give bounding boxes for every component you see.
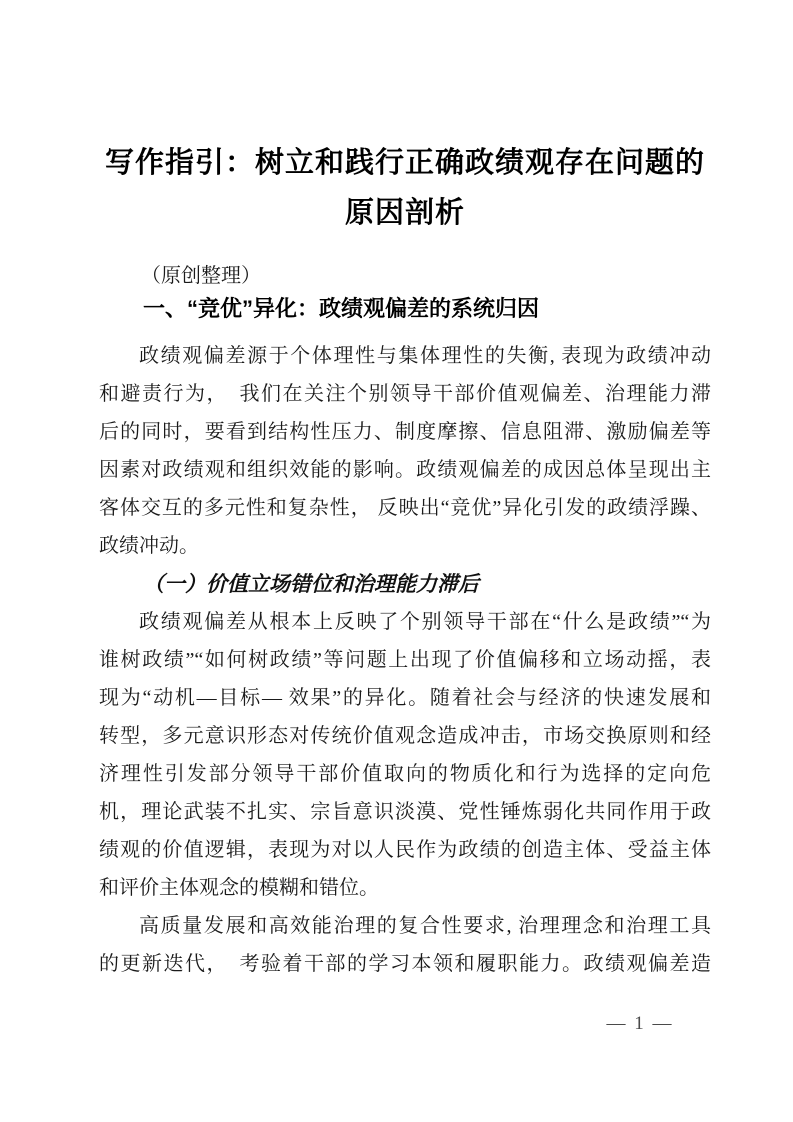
title-line-1: 写作指引：树立和践行正确政绩观存在问题的 bbox=[104, 147, 705, 179]
source-note: （原创整理） bbox=[141, 265, 261, 287]
body-line: 因素对政绩观和组织效能的影响。政绩观偏差的成因总体呈现出主 bbox=[99, 459, 711, 481]
section-heading1: 一、“竞优”异化：政绩观偏差的系统归因 bbox=[143, 296, 540, 321]
body-line: 和避责行为， 我们在关注个别领导干部价值观偏差、治理能力滞 bbox=[99, 383, 711, 405]
body-line: 绩观的价值逻辑，表现为对以人民作为政绩的创造主体、受益主体 bbox=[99, 839, 711, 861]
body-line: 后的同时，要看到结构性压力、制度摩擦、信息阻滞、激励偏差等 bbox=[99, 421, 711, 443]
body-line: 济理性引发部分领导干部价值取向的物质化和行为选择的定向危 bbox=[99, 763, 711, 785]
body-line: 政绩观偏差从根本上反映了个别领导干部在“什么是政绩”“为 bbox=[139, 611, 711, 633]
body-line: 机，理论武装不扎实、宗旨意识淡漠、党性锤炼弱化共同作用于政 bbox=[99, 801, 711, 823]
page-number: — 1 — bbox=[606, 1013, 674, 1034]
document-body bbox=[99, 291, 711, 983]
body-line: 转型，多元意识形态对传统价值观念造成冲击，市场交换原则和经 bbox=[99, 725, 711, 747]
body-line: 谁树政绩”“如何树政绩”等问题上出现了价值偏移和立场动摇，表 bbox=[99, 649, 711, 671]
body-line: 和评价主体观念的模糊和错位。 bbox=[99, 877, 379, 899]
body-line: 的更新迭代， 考验着干部的学习本领和履职能力。政绩观偏差造 bbox=[99, 953, 711, 975]
body-line: 政绩观偏差源于个体理性与集体理性的失衡, 表现为政绩冲动 bbox=[139, 345, 711, 367]
body-line: 高质量发展和高效能治理的复合性要求, 治理理念和治理工具 bbox=[139, 915, 711, 937]
section-heading2: （一）价值立场错位和治理能力滞后 bbox=[143, 572, 479, 596]
title-line-2: 原因剖析 bbox=[344, 197, 465, 229]
body-line: 现为“动机—目标— 效果”的异化。随着社会与经济的快速发展和 bbox=[99, 687, 711, 709]
body-line: 政绩冲动。 bbox=[99, 535, 199, 557]
body-line: 客体交互的多元性和复杂性， 反映出“竞优”异化引发的政绩浮躁、 bbox=[99, 497, 711, 519]
document-title bbox=[99, 138, 711, 238]
